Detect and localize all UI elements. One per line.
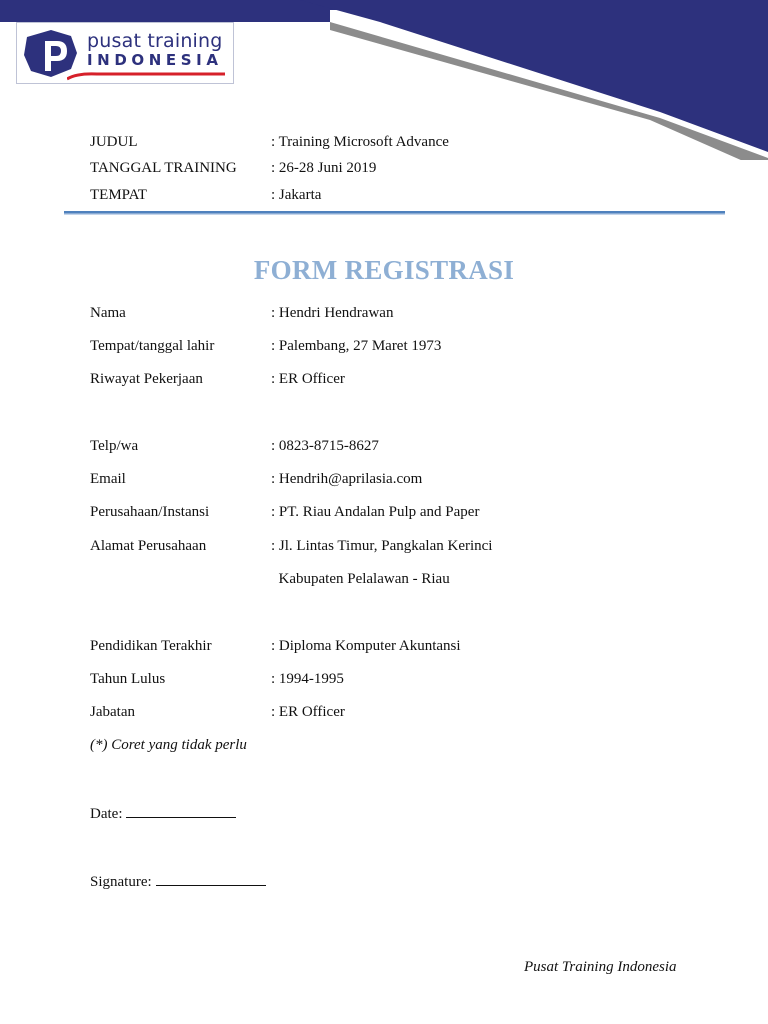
- field-value: : ER Officer: [271, 704, 345, 720]
- info-value: : Training Microsoft Advance: [271, 134, 449, 150]
- logo-text-bottom: INDONESIA: [87, 51, 223, 69]
- field-value: : Jl. Lintas Timur, Pangkalan Kerinci: [271, 538, 493, 554]
- field-value: : Hendri Hendrawan: [271, 305, 394, 321]
- field-label: Nama: [90, 305, 126, 321]
- field-value: : 1994-1995: [271, 671, 344, 687]
- info-value: : Jakarta: [271, 187, 322, 203]
- field-value: : Palembang, 27 Maret 1973: [271, 338, 442, 354]
- field-value: : ER Officer: [271, 371, 345, 387]
- date-label: Date:: [90, 806, 123, 822]
- field-label: Alamat Perusahaan: [90, 538, 207, 554]
- field-label: Email: [90, 471, 126, 487]
- field-value: : PT. Riau Andalan Pulp and Paper: [271, 504, 480, 520]
- form-title: FORM REGISTRASI: [253, 255, 515, 285]
- footnote: (*) Coret yang tidak perlu: [90, 737, 247, 753]
- field-label: Telp/wa: [90, 438, 139, 454]
- logo-text-top: pusat training: [87, 30, 223, 52]
- field-value: : Diploma Komputer Akuntansi: [271, 638, 461, 654]
- field-value: : 0823-8715-8627: [271, 438, 379, 454]
- field-value: : Hendrih@aprilasia.com: [271, 471, 423, 487]
- logo-swoosh: [67, 71, 227, 81]
- signature-field: [90, 871, 266, 891]
- field-label: Pendidikan Terakhir: [90, 638, 212, 654]
- company-logo: [16, 22, 234, 84]
- field-label: Riwayat Pekerjaan: [90, 371, 203, 387]
- signature-blank-line[interactable]: [156, 871, 266, 886]
- field-value: Kabupaten Pelalawan - Riau: [271, 571, 450, 587]
- info-label: JUDUL: [90, 134, 138, 150]
- date-field: [90, 803, 236, 823]
- section-divider: [64, 211, 725, 215]
- field-label: Tahun Lulus: [90, 671, 166, 687]
- signature-label: Signature:: [90, 874, 152, 890]
- date-blank-line[interactable]: [126, 803, 236, 818]
- field-label: Perusahaan/Instansi: [90, 504, 210, 520]
- field-label: Tempat/tanggal lahir: [90, 338, 215, 354]
- footer-text: Pusat Training Indonesia: [524, 959, 677, 975]
- field-label: Jabatan: [90, 704, 135, 720]
- info-label: TEMPAT: [90, 187, 147, 203]
- info-value: : 26-28 Juni 2019: [271, 160, 377, 176]
- info-label: TANGGAL TRAINING: [90, 160, 237, 176]
